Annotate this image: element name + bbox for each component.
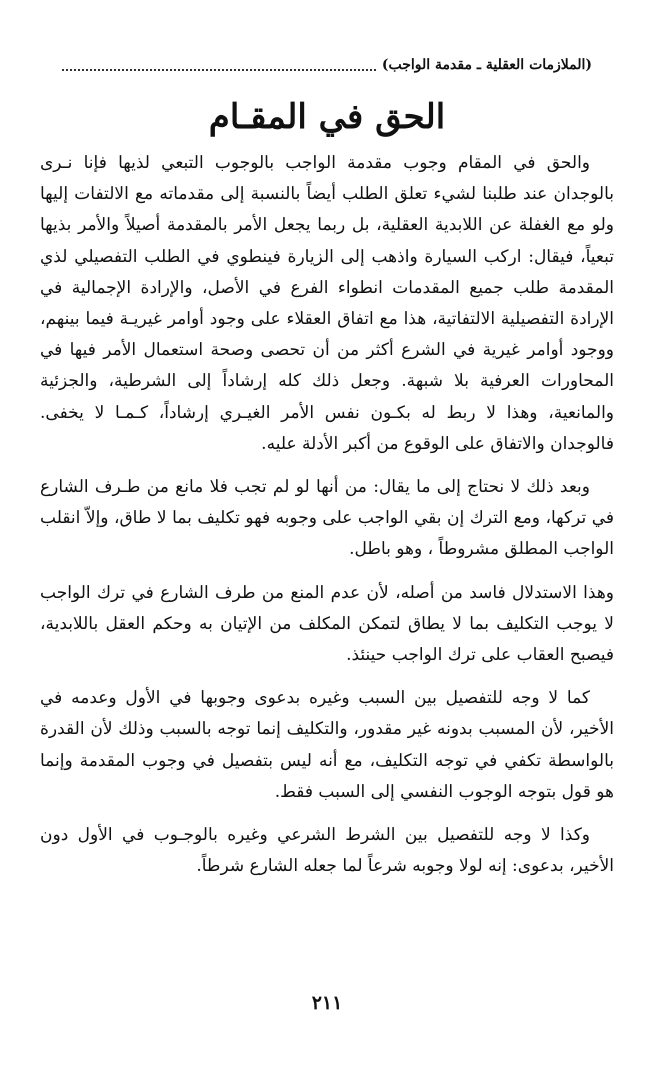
paragraph-5: وكذا لا وجه للتفصيل بين الشرط الشرعي وغيره بالوجـوب في الأول دون الأخير، بدعوى: إنه لولا وجوبه شرعاً لما جعله الشارع شرطاً. bbox=[40, 825, 614, 877]
paragraph-4: كما لا وجه للتفصيل بين السبب وغيره بدعوى وجوبها في الأول وعدمه في الأخير، لأن المسبب بدونه غير مقدور، والتكليف إنما توجه بالسبب وذلك لأن القدرة بالواسطة تكفي في توجه التكليف، مع أنه ليس بتفصيل في وجوب المقدمة وإنما هو قول بتوجه الوجوب النفسي إلى السبب فقط. bbox=[40, 688, 614, 802]
paragraph-3: وهذا الاستدلال فاسد من أصله، لأن عدم المنع من طرف الشارع في ترك الواجب لا يوجب التكليف بما لا يطاق لتمكن المكلف من الإتيان به وحكم العقل باللابدية، فيصبح العقاب على ترك الواجب حينئذ. bbox=[40, 582, 614, 666]
body-text bbox=[40, 148, 614, 882]
running-title: (الملازمات العقلية ـ مقدمة الواجب) bbox=[381, 57, 592, 73]
section-title: الحق في المقـام bbox=[208, 97, 446, 137]
paragraph-2: وبعد ذلك لا نحتاج إلى ما يقال: من أنها لو لم تجب فلا مانع من طـرف الشارع في تركها، ومع الترك إن بقي الواجب على وجوبه فهو تكليف بما لا طاق، وإلاّ انقلب الواجب المطلق مشروطاً ، وهو باطل. bbox=[40, 477, 614, 560]
page-number: ٢١١ bbox=[311, 992, 343, 1014]
running-header bbox=[62, 52, 592, 76]
header-dot-leader bbox=[62, 69, 376, 71]
paragraph-1: والحق في المقام وجوب مقدمة الواجب بالوجوب التبعي لذيها فإنا نـرى بالوجدان عند طلبنا لشيء تعلق الطلب أيضاً بالنسبة إلى مقدماته مع الالتفات إليها ولو مع الغفلة عن اللابدية العقلية، بل ربما يجعل الأمر بالمقدمة أصيلاً والأمر بذيها تبعياً، فيقال: اركب السيارة واذهب إلى الزيارة فينطوي في الطلب التفصيلي لذي المقدمة طلب جميع المقدمات انطواء الفرع في الأصل، والإرادة الإجمالية في الإرادة التفصيلية الالتفاتية، هذا مع اتفاق العقلاء على وجود أوامر غيريـة فيما بينهم، ووجود أوامر غيرية في الشرع أكثر من أن تحصى وصحة استعمال الأمر فيها في المحاورات العرفية بلا شبهة. وجعل ذلك كله إرشاداً إلى الشرطية، والجزئية والمانعية، وهذا لا ربط له بكـون نفس الأمر الغيـري إرشاداً، كـمـا لا يخفى. فالوجدان والاتفاق على الوقوع من أكبر الأدلة عليه. bbox=[40, 153, 614, 454]
